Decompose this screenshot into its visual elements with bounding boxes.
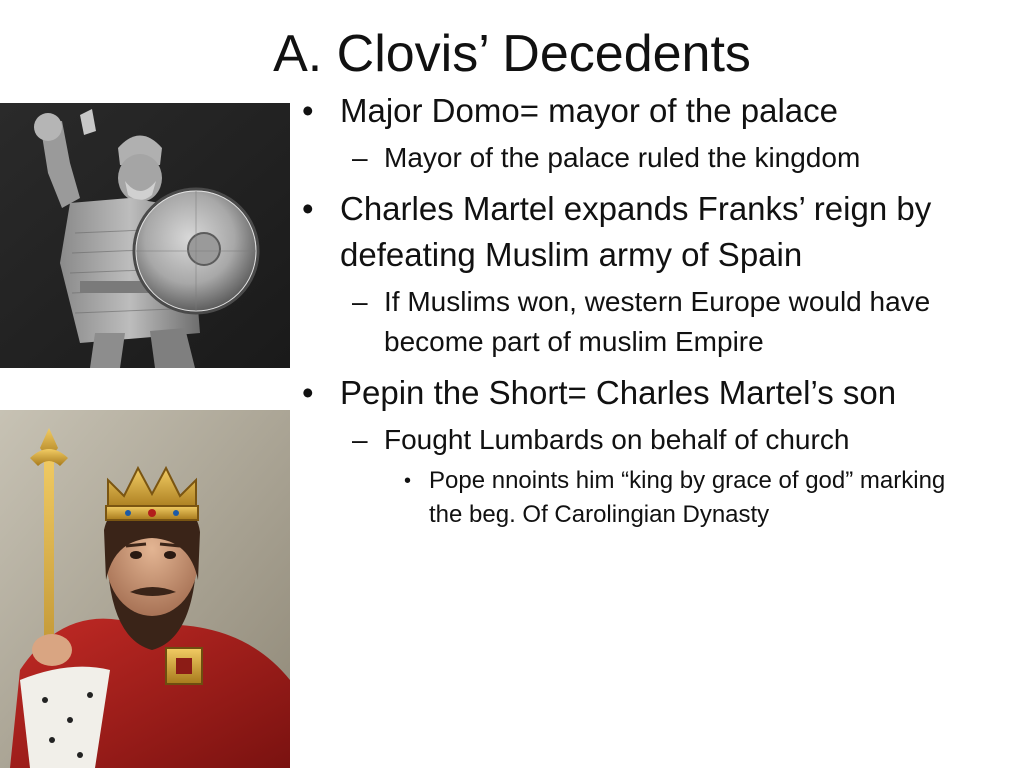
king-portrait-image — [0, 410, 290, 768]
sub-bullet-mayor-ruled — [298, 138, 958, 178]
bullet-major-domo — [298, 88, 958, 134]
sub-bullet-text: Fought Lumbards on behalf of church — [384, 424, 850, 455]
bullet-marker: • — [302, 92, 314, 129]
sub-bullet-marker: – — [352, 142, 368, 173]
sub-bullet-fought-lumbards — [298, 420, 958, 460]
bullet-text: Major Domo= mayor of the palace — [340, 92, 838, 129]
sub-bullet-muslims-won — [298, 282, 958, 362]
slide-title: A. Clovis’ Decedents — [273, 25, 751, 83]
sub-sub-bullet-text: Pope nnoints him “king by grace of god” marking the beg. Of Carolingian Dynasty — [429, 467, 946, 528]
sub-bullet-text: Mayor of the palace ruled the kingdom — [384, 142, 861, 173]
sub-bullet-marker: – — [352, 286, 368, 317]
bullet-marker: • — [302, 374, 314, 411]
bullet-charles-martel — [298, 186, 958, 278]
bullet-text: Pepin the Short= Charles Martel’s son — [340, 374, 897, 411]
sub-sub-bullet-pope-anoints — [298, 464, 958, 532]
sub-sub-bullet-marker: • — [404, 470, 412, 492]
bullet-list — [298, 88, 958, 532]
bullet-marker: • — [302, 190, 314, 227]
bullet-pepin-the-short — [298, 370, 958, 416]
sub-bullet-marker: – — [352, 424, 368, 455]
bullet-text: Charles Martel expands Franks’ reign by defeating Muslim army of Spain — [340, 190, 932, 273]
warrior-statue-image — [0, 103, 290, 368]
sub-bullet-text: If Muslims won, western Europe would have become part of muslim Empire — [384, 286, 931, 357]
